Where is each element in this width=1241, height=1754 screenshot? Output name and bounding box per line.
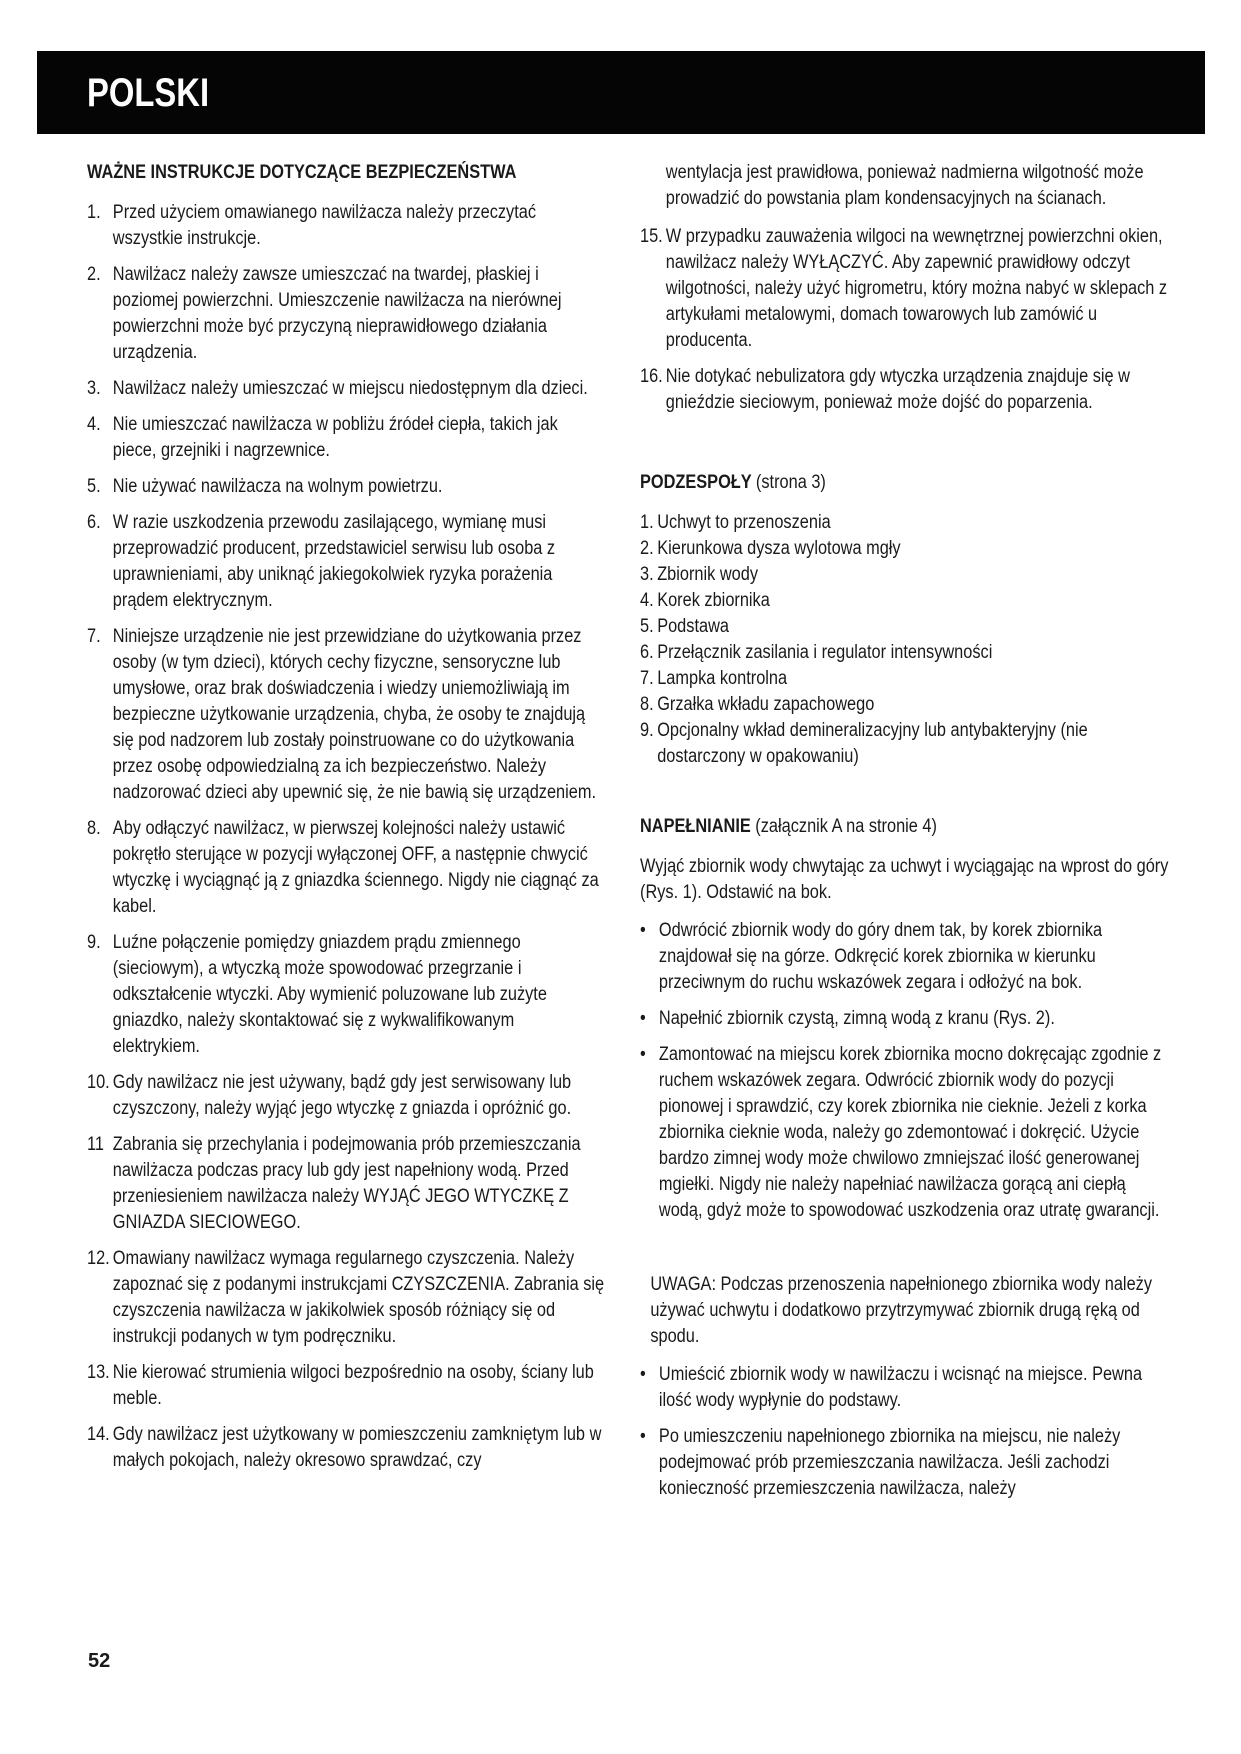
list-item-text: Nie używać nawilżacza na wolnym powietrzu. [112,476,443,497]
bullet-icon: • [640,1008,646,1029]
list-item-text: Uchwyt to przenoszenia [657,512,831,533]
list-item-text: Nawilżacz należy umieszczać w miejscu niedostępnym dla dzieci. [112,378,588,399]
list-item [640,510,1169,536]
list-item-number: 2. [640,538,654,559]
list-item [640,562,1169,588]
list-item-number: 3. [87,378,101,399]
list-item-number: 10. [87,1072,110,1093]
bullet-item [640,1042,1169,1224]
list-item [640,666,1169,692]
list-item-text: Nie dotykać nebulizatora gdy wtyczka urządzenia znajduje się w gnieździe sieciowym, ponieważ może dojść do poparzenia. [665,366,1130,413]
list-item-number: 5. [87,476,101,497]
list-item [87,1132,606,1236]
list-item-number: 8. [87,818,101,839]
list-item-text: W przypadku zauważenia wilgoci na wewnętrznej powierzchni okien, nawilżacz należy WYŁĄCZYĆ. Aby zapewnić prawidłowy odczyt wilgotności, należy użyć higrometru, który można nabyć w sklepach z artykułami metalowymi, domach towarowych lub zamówić u producenta. [665,226,1168,351]
list-item-text: Zbiornik wody [657,564,759,585]
components-heading-label: PODZESPOŁY [640,472,752,493]
list-item-text: Przed użyciem omawianego nawilżacza należy przeczytać wszystkie instrukcje. [112,202,537,249]
list-item-text: W razie uszkodzenia przewodu zasilającego, wymianę musi przeprowadzić producent, przedstawiciel serwisu lub osoba z uprawnieniami, aby uniknąć jakiegokolwiek ryzyka porażenia prądem elektrycznym. [112,512,556,611]
list-item-text: Gdy nawilżacz jest użytkowany w pomieszczeniu zamkniętym lub w małych pokojach, należy okresowo sprawdzać, czy [112,1424,602,1471]
filling-bullets-2 [640,1362,1169,1502]
list-item-number: 2. [87,264,101,285]
list-item-text: Luźne połączenie pomiędzy gniazdem prądu zmiennego (sieciowym), a wtyczką może spowodować przegrzanie i odkształcenie wtyczki. Aby wymienić poluzowane lub zużyte gniazdko, należy skontaktować się z wykwalifikowanym elektrykiem. [112,932,547,1057]
list-item [640,588,1169,614]
bullet-item [640,1006,1169,1032]
list-item-text: Kierunkowa dysza wylotowa mgły [657,538,901,559]
list-item-text: Gdy nawilżacz nie jest używany, bądź gdy jest serwisowany lub czyszczony, należy wyjąć jego wtyczkę z gniazda i opróżnić go. [112,1072,572,1119]
list-item-number: 4. [87,414,101,435]
list-item [87,624,606,806]
list-item [640,640,1169,666]
filling-heading-label: NAPEŁNIANIE [640,816,751,837]
bullet-text: Zamontować na miejscu korek zbiornika mocno dokręcając zgodnie z ruchem wskazówek zegara. Odwrócić zbiornik wody do pozycji pionowej i sprawdzić, czy korek zbiornika nie cieknie. Jeżeli z korka zbiornika cieknie woda, należy go zdemontować i dokręcić. Użycie bardzo zimnej wody może chwilowo zmniejszać ilość generowanej mgiełki. Nigdy nie należy napełniać nawilżacza gorącą ani ciepłą wodą, gdyż może to spowodować uszkodzenia oraz utratę gwarancji. [658,1044,1162,1221]
list-item-number: 13. [87,1362,110,1383]
list-item [640,224,1169,354]
components-heading-note: (strona 3) [755,472,826,493]
list-item-text: Podstawa [657,616,729,637]
list-item-number: 7. [87,626,101,647]
list-item-text: Nie kierować strumienia wilgoci bezpośrednio na osoby, ściany lub meble. [112,1362,594,1409]
list-item-number: 5. [640,616,654,637]
list-item-number: 7. [640,668,654,689]
list-item [87,200,606,252]
bullet-icon: • [640,920,646,941]
page-number: 52 [88,1650,111,1672]
list-item-text: Zabrania się przechylania i podejmowania prób przemieszczania nawilżacza podczas pracy lub gdy jest napełniony wodą. Przed przeniesieniem nawilżacza należy WYJĄĆ JEGO WTYCZKĘ Z GNIAZDA SIECIOWEGO. [112,1134,581,1233]
list-item [87,816,606,920]
filling-intro: Wyjąć zbiornik wody chwytając za uchwyt i wyciągając na wprost do góry (Rys. 1). Odstawić na bok. [640,856,1169,903]
filling-note: UWAGA: Podczas przenoszenia napełnionego zbiornika wody należy używać uchwytu i dodatkowo przytrzymywać zbiornik drugą ręką od spodu. [650,1274,1152,1347]
bullet-text: Po umieszczeniu napełnionego zbiornika na miejscu, nie należy podejmować prób przemieszczania nawilżacza. Jeśli zachodzi konieczność przemieszczenia nawilżacza, należy [658,1426,1121,1499]
bullet-item [640,918,1169,996]
left-column [87,160,607,1484]
list-item-number: 4. [640,590,654,611]
list-item-text: Nawilżacz należy zawsze umieszczać na twardej, płaskiej i poziomej powierzchni. Umieszczenie nawilżacza na nierównej powierzchni może być przyczyną nieprawidłowego działania urządzenia. [112,264,562,363]
language-title: POLSKI [87,71,210,115]
list-item [640,692,1169,718]
list-item-text: Grzałka wkładu zapachowego [657,694,875,715]
list-item [87,412,606,464]
list-item [87,510,606,614]
list-item-text: Aby odłączyć nawilżacz, w pierwszej kolejności należy ustawić pokrętło sterujące w pozycji wyłączonej OFF, a następnie chwycić wtyczkę i wyciągnąć ją z gniazdka ściennego. Nigdy nie ciągnąć za kabel. [112,818,599,917]
list-item-text: Nie umieszczać nawilżacza w pobliżu źródeł ciepła, takich jak piece, grzejniki i nagrzewnice. [112,414,558,461]
list-item [640,364,1169,416]
list-item-text: Omawiany nawilżacz wymaga regularnego czyszczenia. Należy zapoznać się z podanymi instrukcjami CZYSZCZENIA. Zabrania się czyszczenia nawilżacza w jakikolwiek sposób różniący się od instrukcji podanych w tym podręczniku. [112,1248,605,1347]
bullet-icon: • [640,1364,646,1385]
safety-heading: WAŻNE INSTRUKCJE DOTYCZĄCE BEZPIECZEŃSTWA [87,162,517,183]
safety-list [87,200,606,1474]
list-item-text: Opcjonalny wkład demineralizacyjny lub antybakteryjny (nie dostarczony w opakowaniu) [657,720,1088,767]
list-item-text: Lampka kontrolna [657,668,788,689]
components-list [640,510,1169,770]
list-item-number: 15. [640,226,663,247]
safety-item-14-continued: wentylacja jest prawidłowa, ponieważ nadmierna wilgotność może prowadzić do powstania plam kondensacyjnych na ścianach. [665,162,1144,209]
list-item-text: Przełącznik zasilania i regulator intensywności [657,642,993,663]
bullet-text: Napełnić zbiornik czystą, zimną wodą z kranu (Rys. 2). [658,1008,1055,1029]
list-item-number: 1. [640,512,654,533]
list-item-text: Niniejsze urządzenie nie jest przewidziane do użytkowania przez osoby (w tym dzieci), których cechy fizyczne, sensoryczne lub umysłowe, oraz brak doświadczenia i wiedzy uniemożliwiają im bezpieczne użytkowanie urządzenia, chyba, że osoby te znajdują się pod nadzorem lub zostały poinstruowane co do użytkowania przez osobę odpowiedzialną za ich bezpieczeństwo. Należy nadzorować dzieci aby upewnić się, że nie bawią się urządzeniem. [112,626,596,803]
list-item-text: Korek zbiornika [657,590,770,611]
bullet-text: Odwrócić zbiornik wody do góry dnem tak, by korek zbiornika znajdował się na górze. Odkręcić korek zbiornika w kierunku przeciwnym do ruchu wskazówek zegara i odłożyć na bok. [658,920,1103,993]
list-item-number: 8. [640,694,654,715]
bullet-item [640,1424,1169,1502]
list-item [640,536,1169,562]
list-item-number: 9. [640,720,654,741]
list-item-number: 16. [640,366,663,387]
list-item [87,474,606,500]
right-column [640,160,1170,1512]
list-item-number: 14. [87,1424,110,1445]
list-item [87,262,606,366]
list-item [640,614,1169,640]
list-item [87,930,606,1060]
list-item-number: 6. [640,642,654,663]
filling-bullets [640,918,1169,1224]
bullet-icon: • [640,1426,646,1447]
list-item-number: 11 [87,1134,104,1155]
bullet-icon: • [640,1044,646,1065]
list-item [87,1422,606,1474]
list-item-number: 9. [87,932,101,953]
list-item-number: 12. [87,1248,110,1269]
list-item [87,1246,606,1350]
list-item-number: 6. [87,512,101,533]
list-item [640,718,1169,770]
language-header-bar [37,51,1205,134]
safety-list-continued [640,224,1169,416]
components-heading [640,470,1169,496]
bullet-item [640,1362,1169,1414]
list-item [87,1070,606,1122]
list-item [87,376,606,402]
bullet-text: Umieścić zbiornik wody w nawilżaczu i wcisnąć na miejsce. Pewna ilość wody wypłynie do podstawy. [658,1364,1143,1411]
list-item-number: 3. [640,564,654,585]
filling-heading-note: (załącznik A na stronie 4) [755,816,937,837]
filling-heading [640,814,1169,840]
list-item-number: 1. [87,202,101,223]
list-item [87,1360,606,1412]
